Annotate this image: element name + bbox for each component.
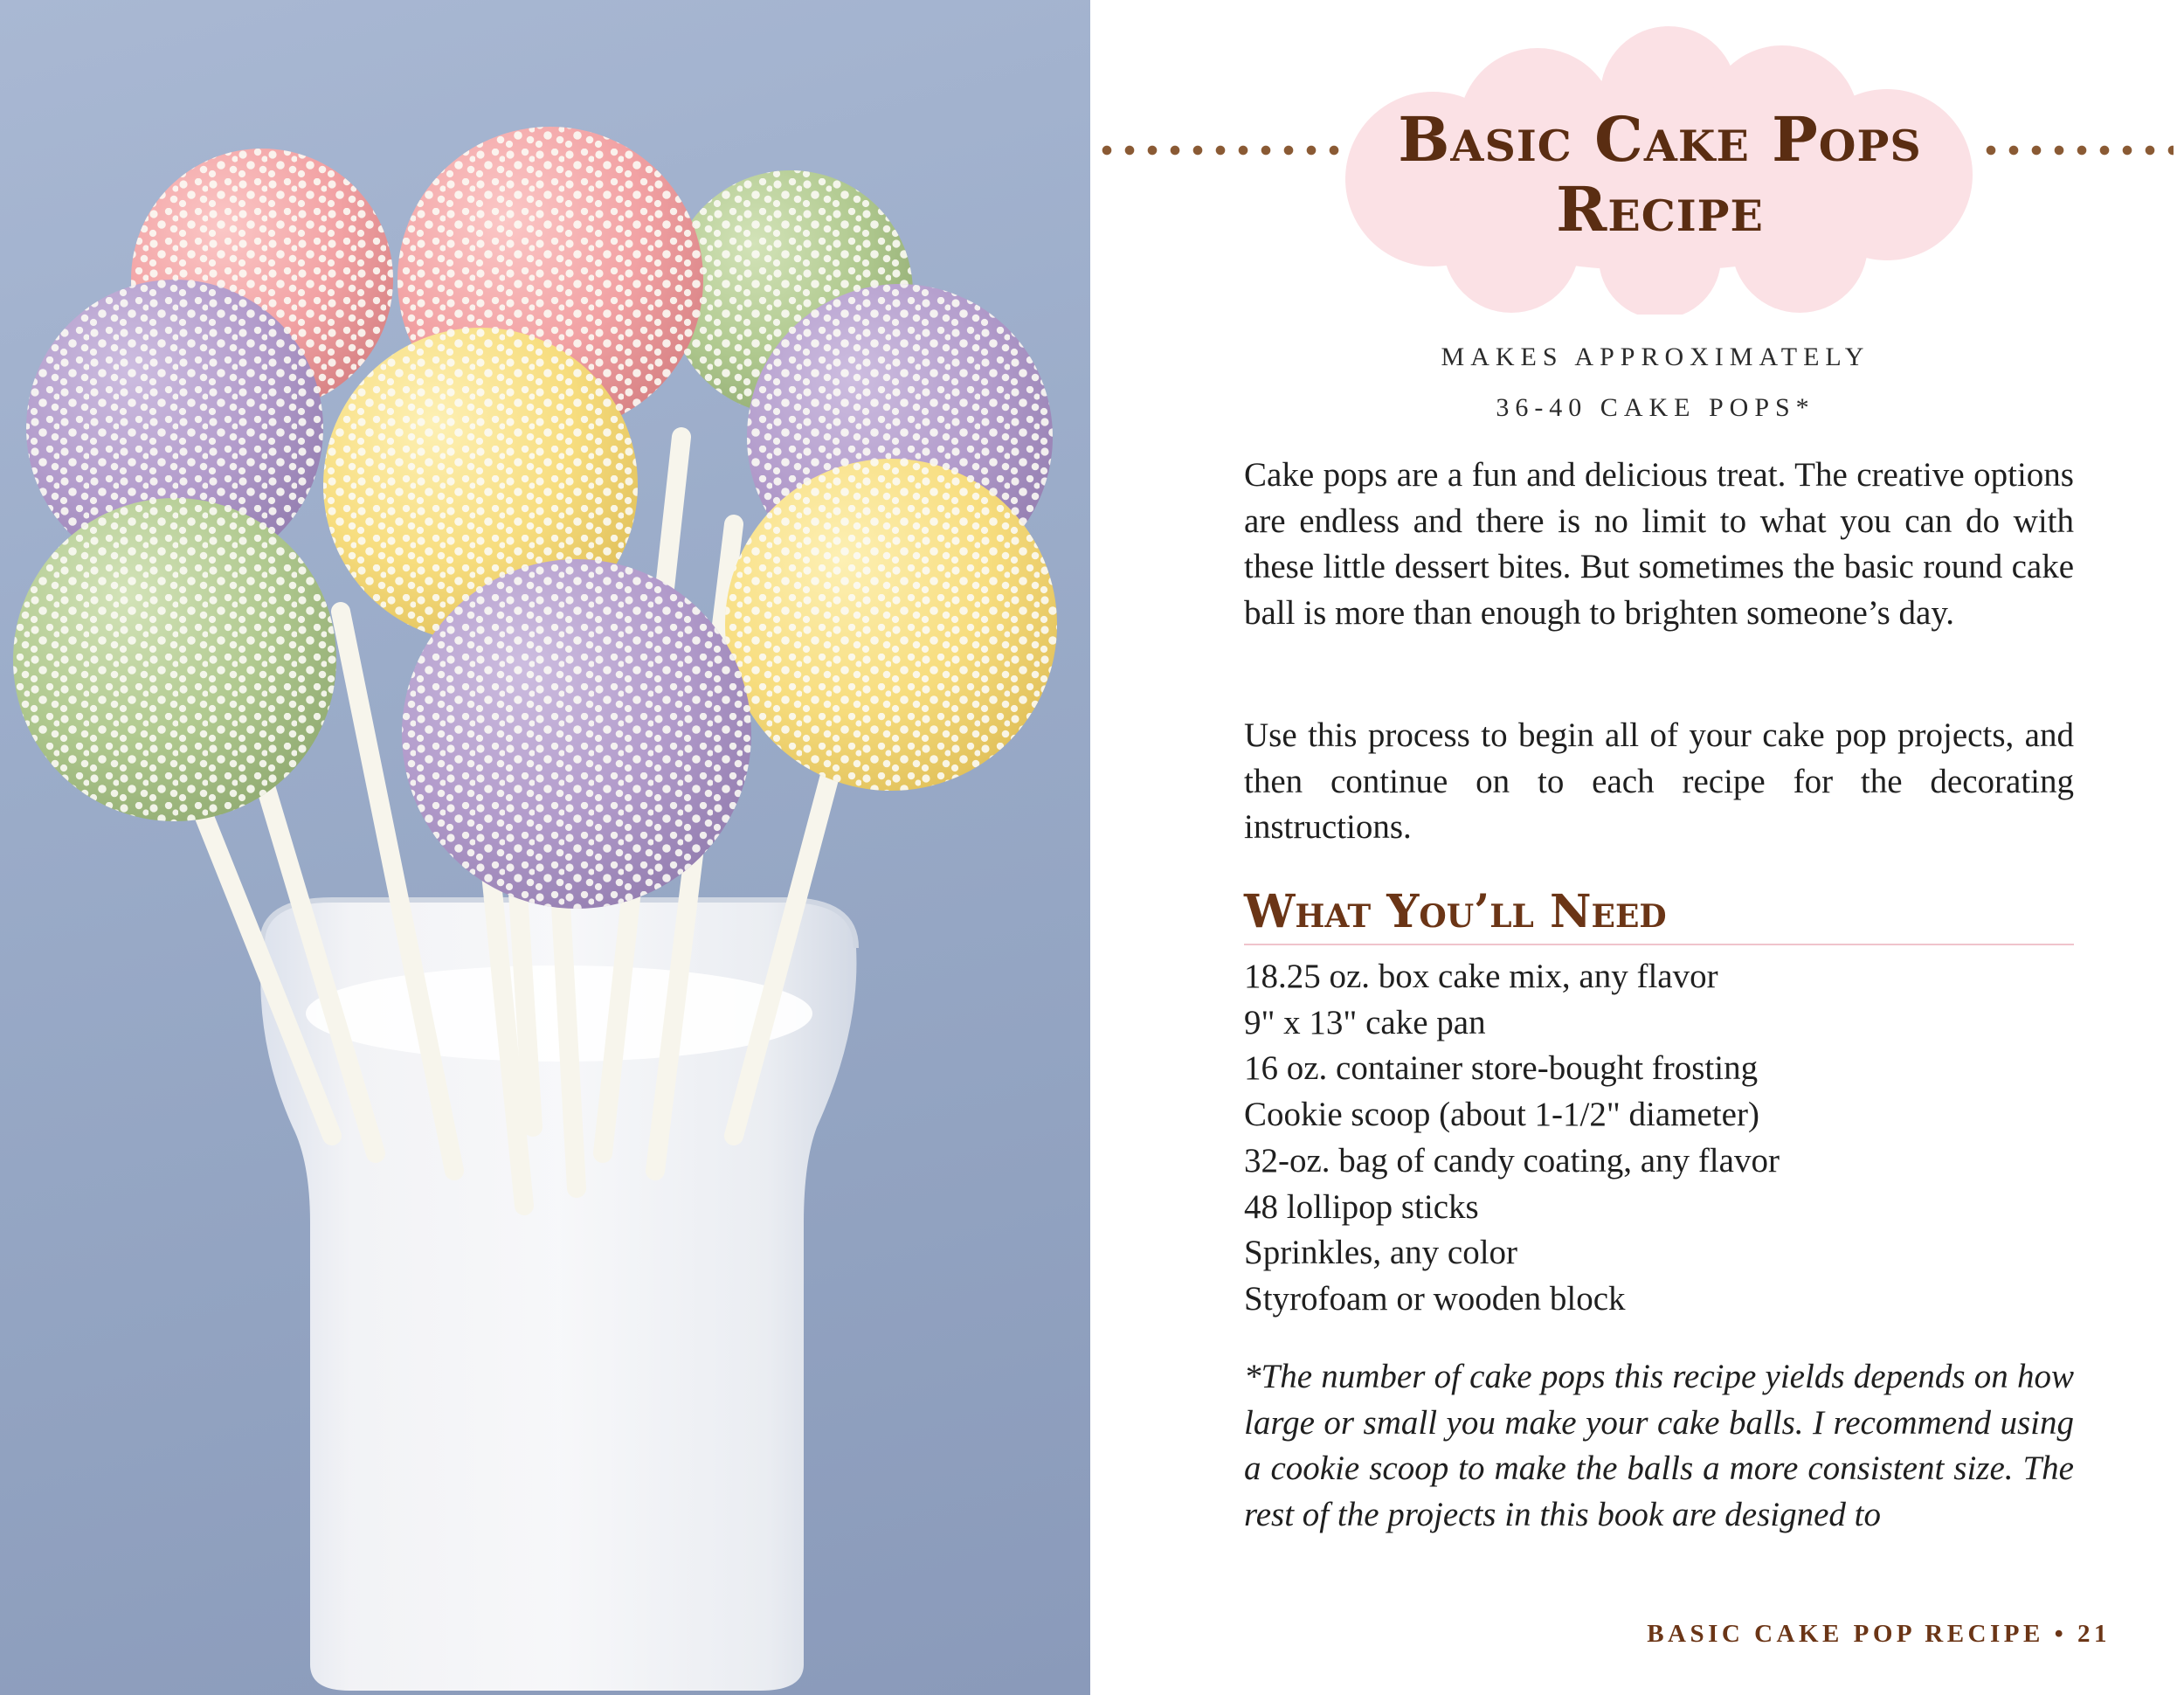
footnote: *The number of cake pops this recipe yields depends on how large or small you make your cake balls. I recommend using a cookie scoop to make the balls a more consistent size. The rest of the projects in this book are designed to	[1244, 1358, 2074, 1533]
ingredient-item: 16 oz. container store-bought frosting	[1244, 1049, 1759, 1088]
heading-underline	[1244, 944, 2074, 945]
page-number: 21	[2077, 1620, 2111, 1648]
title-line-2: Recipe	[1556, 173, 1764, 246]
dotted-rule-left	[1095, 144, 1344, 156]
intro-paragraph-1: Cake pops are a fun and delicious treat. The creative options are endless and there is no limit to what you can do with these little dessert bites. But sometimes the basic round cake ball is more than enough to brighten someone’s day.	[1244, 456, 2074, 632]
ingredient-item: 48 lollipop sticks	[1244, 1187, 1479, 1226]
yield-line-2: 36-40 CAKE POPS*	[1496, 393, 1815, 422]
ingredient-item: 9" x 13" cake pan	[1244, 1003, 1486, 1041]
ingredient-item: Styrofoam or wooden block	[1244, 1279, 1626, 1318]
intro-paragraph-2: Use this process to begin all of your cake pop projects, and then continue on to each recipe for the decorating instructions.	[1244, 716, 2074, 846]
page-title	[1363, 105, 1957, 245]
running-head: BASIC CAKE POP RECIPE	[1647, 1620, 2044, 1648]
cake-pops-photo	[0, 0, 1090, 1695]
ingredients-heading: What You’ll Need	[1244, 885, 1667, 938]
ingredient-item: Sprinkles, any color	[1244, 1234, 1518, 1272]
ingredient-item: 32-oz. bag of candy coating, any flavor	[1244, 1141, 1780, 1180]
title-line-1: Basic Cake Pops	[1398, 103, 1922, 176]
ingredient-item: Cookie scoop (about 1-1/2" diameter)	[1244, 1096, 1759, 1134]
ingredient-item: 18.25 oz. box cake mix, any flavor	[1244, 958, 1718, 995]
footer-separator: •	[2054, 1620, 2068, 1648]
page-footer	[1647, 1620, 2111, 1649]
ingredients-list	[1244, 954, 1780, 1323]
dotted-rule-right	[1980, 144, 2174, 156]
yield-note	[1241, 332, 2070, 433]
yield-line-1: MAKES APPROXIMATELY	[1441, 342, 1870, 371]
